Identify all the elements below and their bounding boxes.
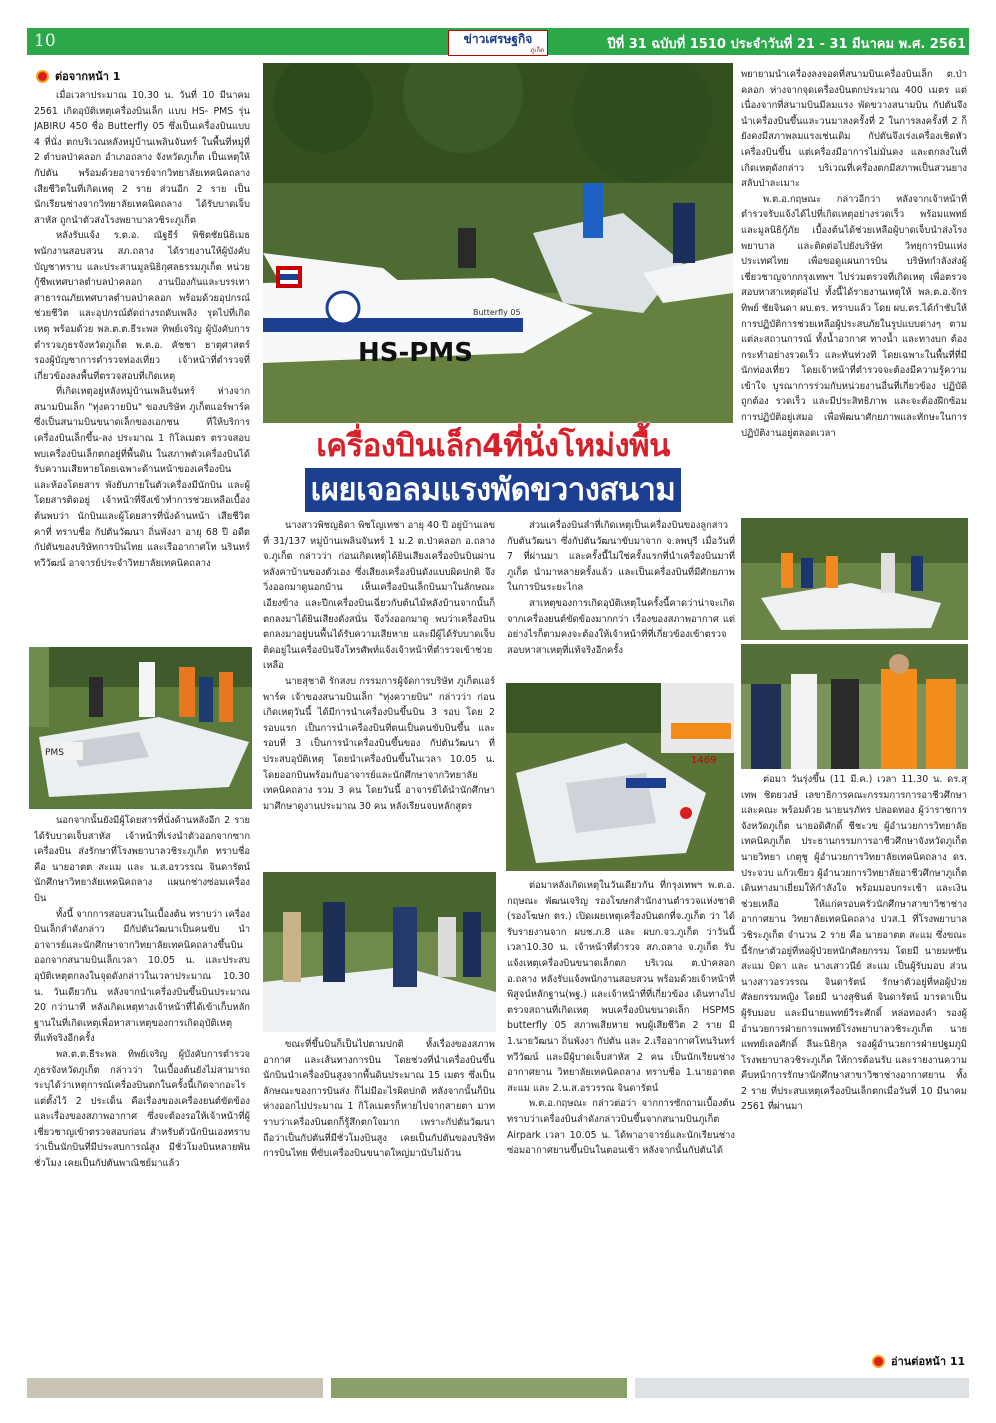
registration-text: HS-PMS [358,338,473,368]
bullet-icon [36,70,49,83]
bullet-icon [872,1355,885,1368]
column-2-bottom [263,1037,495,1200]
photo-officials [741,644,968,769]
photo-main-crash [263,63,733,423]
paragraph: ต่อมา วันรุ่งขึ้น (11 มี.ค.) เวลา 11.30 น. ดร.สุเทพ ชิตยวงษ์ เลขาธิการคณะกรรมการการอาชีวศึกษา และคณะ พร้อมด้วย นายนรภัทร ปลอดทอง ผู้ว่าราชการจังหวัดภูเก็ต นายอดิศักดิ์ ชีชะวข ผู้อำนวยการวิทยาลัยเทคนิคภูเก็ต ประธานกรรมการอาชีวศึกษาจังหวัดภูเก็ต นายวิทยา เกตุชู ผู้อำนวยการวิทยาลัยเทคนิคถลาง ดร. ประจวบ แก้วเขียว ผู้อำนวยการวิทยาลัยอาชีวศึกษาภูเก็ต เดินทางมาเยี่ยมให้กำลังใจ พร้อมมอบกระเช้า และเงินช่วยเหลือ ให้แก่ครอบครัวนักศึกษาสาขาวิชาช่างอากาศยาน วิทยาลัยเทคนิคถลาง ปวส.1 ที่โรงพยาบาลวชิระภูเก็ต จำนวน 2 ราย คือ นายอาตต สะแม ซึ่งขณะนี้รักษาตัวอยู่ที่หอผู้ป่วยหนักศัลยกรรม โดยมี นายมหซัน สะแม บิดา และ นางเสาวนีย์ สะแม เป็นผู้รับมอบ ส่วนนางสาวอรวรรณ จินดารัตน์ รักษาตัวอยู่ที่หอผู้ป่วยศัลยกรรมหญิง โดยมี นางสุชินต์ จินดารัตน์ มารดาเป็นผู้รับมอบ และมีนายแพทย์วีระศักดิ์ หล่อทองคำ รองผู้อำนวยการฝ่ายการแพทย์โรงพยาบาลวชิระภูเก็ต นายแพทย์เลอศักดิ์ ลีนะนิธิกุล รองผู้อำนวยการฝ่ายปฐมภูมิโรงพยาบาลวชิระภูเก็ต ให้การต้อนรับ และรายงานความคืบหน้าการรักษานักศึกษาสาขาวิชาช่างอากาศยาน ทั้ง 2 ราย ที่ประสบเหตุเครื่องบินเล็กตกเมื่อวันที่ 10 มีนาคม 2561 ที่ผ่านมา [741,774,967,1113]
paragraph: ทั้งนี้ จากการสอบสวนในเบื้องต้น ทราบว่า เครื่องบินเล็กลำดังกล่าว มีกัปตันวัฒนาเป็นคนขับ นำอาจารย์และนักศึกษาจากวิทยาลัยเทคนิคถลางขึ้นบินออกจากสนามบินเล็กเวลา 10.05 น. และประสบอุบัติเหตุตกลงในจุดดังกล่าวในเวลาประมาณ 10.30 น. วันเดียวกัน หลังจากนำเครื่องบินขึ้นบินประมาณ 20 กว่านาที หลังเกิดเหตุทางเจ้าหน้าที่ได้เข้าเก็บหลักฐานในที่เกิดเหตุเพื่อหาสาเหตุของการเกิดอุบัติเหตุที่แท้จริงอีกครั้ง [34,908,250,1045]
photo-bottom-left [27,1378,323,1398]
continued-from-label: ต่อจากหน้า 1 [55,70,121,83]
photo-wreck-rescue [29,647,252,809]
paragraph: ต่อมาหลังเกิดเหตุในวันเดียวกัน ที่กรุงเทพฯ พ.ต.อ. กฤษณะ พัฒนเจริญ รองโฆษกสำนักงานตำรวจแห่งชาติ (รองโฆษก ตร.) เปิดเผยเหตุเครื่องบินตกที่จ.ภูเก็ต ว่า ได้รับรายงานจาก ผบช.ภ.8 และ ผบก.จว.ภูเก็ต ว่าวันนี้ เวลา10.30 น. เจ้าหน้าที่ตำรวจ สภ.ถลาง จ.ภูเก็ต รับแจ้งเหตุเครื่องบินขนาดเล็กตก บริเวณ ต.ป่าคลอก อ.ถลาง หลังรับแจ้งพนักงานสอบสวน พร้อมด้วยเจ้าหน้าที่พิสูจน์หลักฐาน(พฐ.) และเจ้าหน้าที่ที่เกี่ยวข้อง เดินทางไปตรวจสถานที่เกิดเหตุ พบเครื่องบินขนาดเล็ก HSPMS butterfly 05 สภาพเสียหาย พบผู้เสียชีวิต 2 ราย มี 1.นายวัฒนา ถิ่นพังงา กัปตัน และ 2.เรืออากาศโทนรินทร์ ทวีวัฒน์ และมีผู้บาดเจ็บสาหัส 2 คน เป็นนักเรียนช่างอากาศยาน วิทยาลัยเทคนิคถลาง ทราบชื่อ 1.นายอาตต สะแม และ 2.น.ส.อรวรรณ จินดารัตน์ [507,880,735,1094]
continued-to-label: อ่านต่อหน้า 11 [891,1355,966,1368]
paragraph: ส่วนเครื่องบินลำที่เกิดเหตุเป็นเครื่องบินของลูกสาวกับตันวัฒนา ซึ่งกัปตันวัฒนาขับมาจาก จ.ลพบุรี เมื่อวันที่ 7 ที่ผ่านมา และครั้งนี้ไม่ใช่ครั้งแรกที่นำเครื่องบินมาที่ภูเก็ต นำมาหลายครั้งแล้ว และเป็นเครื่องบินที่มีศักยภาพในการบินระยะไกล [507,520,735,594]
paragraph: ที่เกิดเหตุอยู่หลังหมู่บ้านเพลินจันทร์ ห่างจากสนามบินเล็ก "ทุ่งควายบิน" ของบริษัท ภูเก็ตแอร์พาร์ค ซึ่งเป็นสนามบินขนาดเล็กของเอกชน ที่ให้บริการเครื่องบินเล็กขึ้น-ลง ประมาณ 1 กิโลเมตร ตรวจสอบพบเครื่องบินเล็กตกอยู่ที่พื้นดิน ในสภาพตัวเครื่องบินได้รับความเสียหายโดยเฉพาะด้านหน้าของเครื่องบิน และห้องโดยสาร พังยับภายในตัวเครื่องมีนักบิน และผู้โดยสารติดอยู่ เจ้าหน้าที่จึงเข้าทำการช่วยเหลือเบื้องต้นพบว่า นักบินและผู้โดยสารที่นั่งด้านหน้า เสียชีวิตคาที่ ทราบชื่อ กัปตันวัฒนา ถิ่นพังงา อายุ 68 ปี อดีตกัปตันของบริษัทการบินไทย และเรืออากาศโท นรินทร์ ทวีวัฒน์ อาจารย์ประจำวิทยาลัยเทคนิคถลาง [34,386,250,569]
paragraph: หลังรับแจ้ง ร.ต.อ. ณัฐธีร์ พิชิตชัยนิธิเมธ พนักงานสอบสวน สภ.ถลาง ได้รายงานให้ผู้บังคับบัญชาทราบ และประสานมูลนิธิกุศลธรรมภูเก็ต หน่วยกู้ชีพเทศบาลตำบลป่าคลอก งานป้องกันและบรรเทาสาธารณภัยเทศบาลตำบลป่าคลอก พร้อมด้วยอุปกรณ์ช่วยชีวิต และอุปกรณ์ตัดถ่างรถดับเพลิง รุดไปที่เกิดเหตุ พร้อมด้วย พล.ต.ต.ธีระพล ทิพย์เจริญ ผู้บังคับการตำรวจภูธรจังหวัดภูเก็ต พ.ต.อ. คัชชา ธาตุศาสตร์ รองผู้บัญชาการตำรวจท่องเที่ยว เจ้าหน้าที่ตำรวจที่เกี่ยวข้องลงพื้นที่ตรวจสอบที่เกิดเหตุ [34,230,250,382]
column-3-bottom [507,878,735,1270]
paragraph: นอกจากนั้นยังมีผู้โดยสารที่นั่งด้านหลังอีก 2 รายได้รับบาดเจ็บสาหัส เจ้าหน้าที่เร่งนำตัวออกจากซากเครื่องบิน ส่งรักษาที่โรงพยาบาลวชิระภูเก็ต ทราบชื่อคือ นายอาตต สะแม และ น.ส.อรวรรณ จินดารัตน์ นักศึกษาวิทยาลัยเทคนิคถลาง แผนกช่างซ่อมเครื่องบิน [34,815,250,904]
column-1-bottom [34,813,250,1373]
photo-wreck-closeup [506,683,734,871]
paragraph: พ.ต.อ.กฤษณะ กล่าวอีกว่า หลังจากเจ้าหน้าที่ตำรวจรับแจ้งได้ไปที่เกิดเหตุอย่างรวดเร็ว พร้อมแพทย์ และมูลนิธิกู้ภัย เบื้องต้นได้ช่วยเหลือผู้บาดเจ็บนำส่งโรงพยาบาล และติดต่อไปยังบริษัท วิทยุการบินแห่งประเทศไทย เพื่อขอดูแผนการบิน บริษัทกำลังส่งผู้เชี่ยวชาญจากกรุงเทพฯ ไปร่วมตรวจที่เกิดเหตุ เพื่อตรวจสอบหาสาเหตุต่อไป ทั้งนี้ได้รายงานเหตุให้ พล.ต.อ.จักรทิพย์ ชัยจินดา ผบ.ตร. ทราบแล้ว โดย ผบ.ตร.ได้กำชับให้ การปฏิบัติการช่วยเหลือผู้ประสบภัยในรูปแบบต่างๆ ตามแต่ละสถานการณ์ ทั้งน้ำอากาศ ทางน้ำ และทางบก ต้องกระทำอย่างรวดเร็ว และทันท่วงที โดยเฉพาะในพื้นที่ที่มีนักท่องเที่ยว โดยเจ้าหน้าที่ตำรวจจะต้องมีความรู้ความเข้าใจ บูรณาการร่วมกับหน่วยงานอื่นที่เกี่ยวข้อง ปฏิบัติถูกต้อง รวดเร็ว และมีประสิทธิภาพ และจะต้องฝึกซ้อมการปฏิบัติอยู่เสมอ เพื่อพัฒนาศักยภาพและทักษะในการปฏิบัติงานอยู่ตลอดเวลา [741,193,967,439]
column-1-top [34,88,250,642]
paragraph: พล.ต.ต.ธีระพล ทิพย์เจริญ ผู้บังคับการตำรวจภูธรจังหวัดภูเก็ต กล่าวว่า ในเบื้องต้นยังไม่สามารถระบุได้ว่าเหตุการณ์เครื่องบินตกในครั้งนี้เกิดจากอะไร แต่ตั้งไว้ 2 ประเด็น คือเรื่องของเครื่องยนต์ขัดข้อง และเรื่องของสภาพอากาศ ซึ่งจะต้องรอให้เจ้าหน้าที่ผู้เชี่ยวชาญเข้าตรวจสอบก่อน สำหรับตัวนักบินเองทราบว่าเป็นนักบินที่มีประสบการณ์สูง มีชั่วโมงบินหลายพันชั่วโมง เคยเป็นกัปตันพาณิชย์มาแล้ว [34,1048,250,1170]
continued-from [36,67,120,85]
paragraph: พยายามนำเครื่องลงจอดที่สนามบินเครื่องบินเล็ก ต.ป่าคลอก ห่างจากจุดเครื่องบินตกประมาณ 400 เมตร แต่เนื่องจากที่สนามบินมีลมแรง พัดขวางสนามบิน กัปตันจึงนำเครื่องบินขึ้นและวนมาลงครั้งที่ 2 ในการลงครั้งที่ 2 ก็ยังคงมีสภาพลมแรงเช่นเดิม กัปตันจึงเร่งเครื่องเชิดหัวเครื่องบินขึ้น แต่เครื่องมีอาการไม่มั่นคง และตกลงในที่เกิดเหตุดังกล่าว บริเวณที่เครื่องตกมีสภาพเป็นสวนยาง สลับป่าละเมาะ [741,69,967,190]
headline [254,424,732,512]
paragraph: นางสาวพิชญธิดา พิชโญเทชา อายุ 40 ปี อยู่บ้านเลขที่ 31/137 หมู่บ้านเพลินจันทร์ 1 ม.2 ต.ป่าคลอก อ.ถลาง จ.ภูเก็ต กล่าวว่า ก่อนเกิดเหตุได้ยินเสียงเครื่องบินบินผ่านหลังคาบ้านของตัวเอง ซึ่งเสียงเครื่องบินดังแบบผิดปกติ จึงวิ่งออกมาดูนอกบ้าน เห็นเครื่องบินเล็กบินมาในลักษณะเอียงข้าง และปีกเครื่องบินเฉี่ยวกับต้นไม้หลังบ้านจากนั้นก็ตกลงมาได้ยินเสียงดังสนั่น จึงวิ่งออกมาดู พบว่าเครื่องบินตกลงมาอยู่บนพื้นได้รับความเสียหาย และมีผู้ได้รับบาดเจ็บติดอยู่ในเครื่องบินจึงโทรศัพท์แจ้งเจ้าหน้าที่ตำรวจเข้าช่วยเหลือ [263,520,495,672]
headline-line-2: เผยเจอลมแรงพัดขวางสนาม [305,468,682,512]
paragraph: นายสุชาติ รักสงบ กรรมการผู้จัดการบริษัท ภูเก็ตแอร์พาร์ค เจ้าของสนามบินเล็ก "ทุ่งควายบิน" กล่าวว่า ก่อนเกิดเหตุวันนี้ ได้มีการนำเครื่องบินขึ้นบิน 3 รอบ โดย 2 รอบแรก เป็นการนำเครื่องบินที่ตนเป็นคนขับบินขึ้น และรอบที่ 3 เป็นการนำเครื่องบินขึ้นของ กัปตันวัฒนา ที่ประสบอุบัติเหตุ โดยนำเครื่องบินขึ้นในเวลา 10.05 น. โดยออกบินพร้อมกับอาจารย์และนักศึกษาจากวิทยาลัยเทคนิคถลาง รวม 3 คน โดยวันนี้ อาจารย์ได้นำนักศึกษามาศึกษาดูงานประมาณ 30 คน หลังเรียนจบหลักสูตร [263,675,495,812]
paragraph: เมื่อเวลาประมาณ 10.30 น. วันที่ 10 มีนาคม 2561 เกิดอุบัติเหตุเครื่องบินเล็ก แบบ HS- PMS รุ่น JABIRU 450 ชื่อ Butterfly 05 ซึ่งเป็นเครื่องบินแบบ 4 ที่นั่ง ตกบริเวณหลังหมู่บ้านเพลินจันทร์ ในพื้นที่หมู่ที่ 2 ตำบลป่าคลอก อำเภอถลาง จังหวัดภูเก็ต เป็นเหตุให้กัปตัน พร้อมด้วยอาจารย์จากวิทยาลัยเทคนิคถลาง เสียชีวิตในที่เกิดเหตุ 2 ราย ส่วนอีก 2 ราย เป็นนักเรียนช่างจากวิทยาลัยเทคนิคถลาง ได้รับบาดเจ็บสาหัส ถูกนำตัวส่งโรงพยาบาลวชิระภูเก็ต [34,90,250,226]
model-text: Butterfly 05 [473,308,521,317]
paragraph: ขณะที่ขึ้นบินก็เป็นไปตามปกติ ทั้งเรื่องของสภาพอากาศ และเส้นทางการบิน โดยช่วงที่นำเครื่องบินขึ้นนักบินนำเครื่องบินสูงจากพื้นดินประมาณ 15 เมตร ซึ่งเป็นลักษณะของการบินส่ง ก็ไม่มีอะไรผิดปกติ หลังจากนั้นก็บินห่างออกไปประมาณ 1 กิโลเมตรก็หายไปจากสายตา มาทราบว่าเครื่องบินตกก็รู้สึกตกใจมาก เพราะกัปตันวัฒนา ถือว่าเป็นกัปตันที่มีชั่วโมงบินสูง เคยเป็นกัปตันของบริษัทการบินไทย ที่ขับเครื่องบินขนาดใหญ่มานับไม่ถ้วน [263,1039,495,1160]
paragraph: สาเหตุของการเกิดอุบัติเหตุในครั้งนี้คาดว่าน่าจะเกิดจากเครื่องยนต์ขัดข้องมากกว่า เรื่องของสภาพอากาศ แต่อย่างไรก็ตามคงจะต้องให้เจ้าหน้าที่ที่เกี่ยวข้องเข้าตรวจสอบหาสาเหตุที่แท้จริงอีกครั้ง [507,597,735,656]
page-number: 10 [34,31,56,51]
column-3-top [507,518,735,674]
vehicle-number: 1469 [691,755,717,766]
issue-info: ปีที่ 31 ฉบับที่ 1510 ประจำวันที่ 21 - 31 มีนาคม พ.ศ. 2561 [607,37,966,52]
headline-line-1: เครื่องบินเล็ก4ที่นั่งโหม่งพื้น [316,428,670,464]
photo-investigators [263,872,496,1032]
paragraph: พ.ต.อ.กฤษณะ กล่าวต่อว่า จากการซักถามเบื้องต้น ทราบว่าเครื่องบินลำดังกล่าวบินขึ้นจากสนามบินภูเก็ต Airpark เวลา 10.05 น. ได้พาอาจารย์และนักเรียนช่างซ่อมอากาศยานขึ้นบินในตอนเช้า หลังจากนั้นกัปตันได้ [507,1098,735,1157]
column-2-top [263,518,495,866]
column-4-top [741,67,967,513]
logo-text: ข่าวเศรษฐกิจ [463,32,533,46]
photo-bottom-middle [331,1378,627,1398]
newspaper-logo [448,30,548,56]
tail-text: PMS [45,748,64,758]
logo-sub: ภูเก็ต [530,47,544,54]
photo-crowd-site [741,518,968,640]
column-4-bottom [741,772,967,1360]
photo-bottom-right [635,1378,969,1398]
continued-to [872,1352,965,1370]
